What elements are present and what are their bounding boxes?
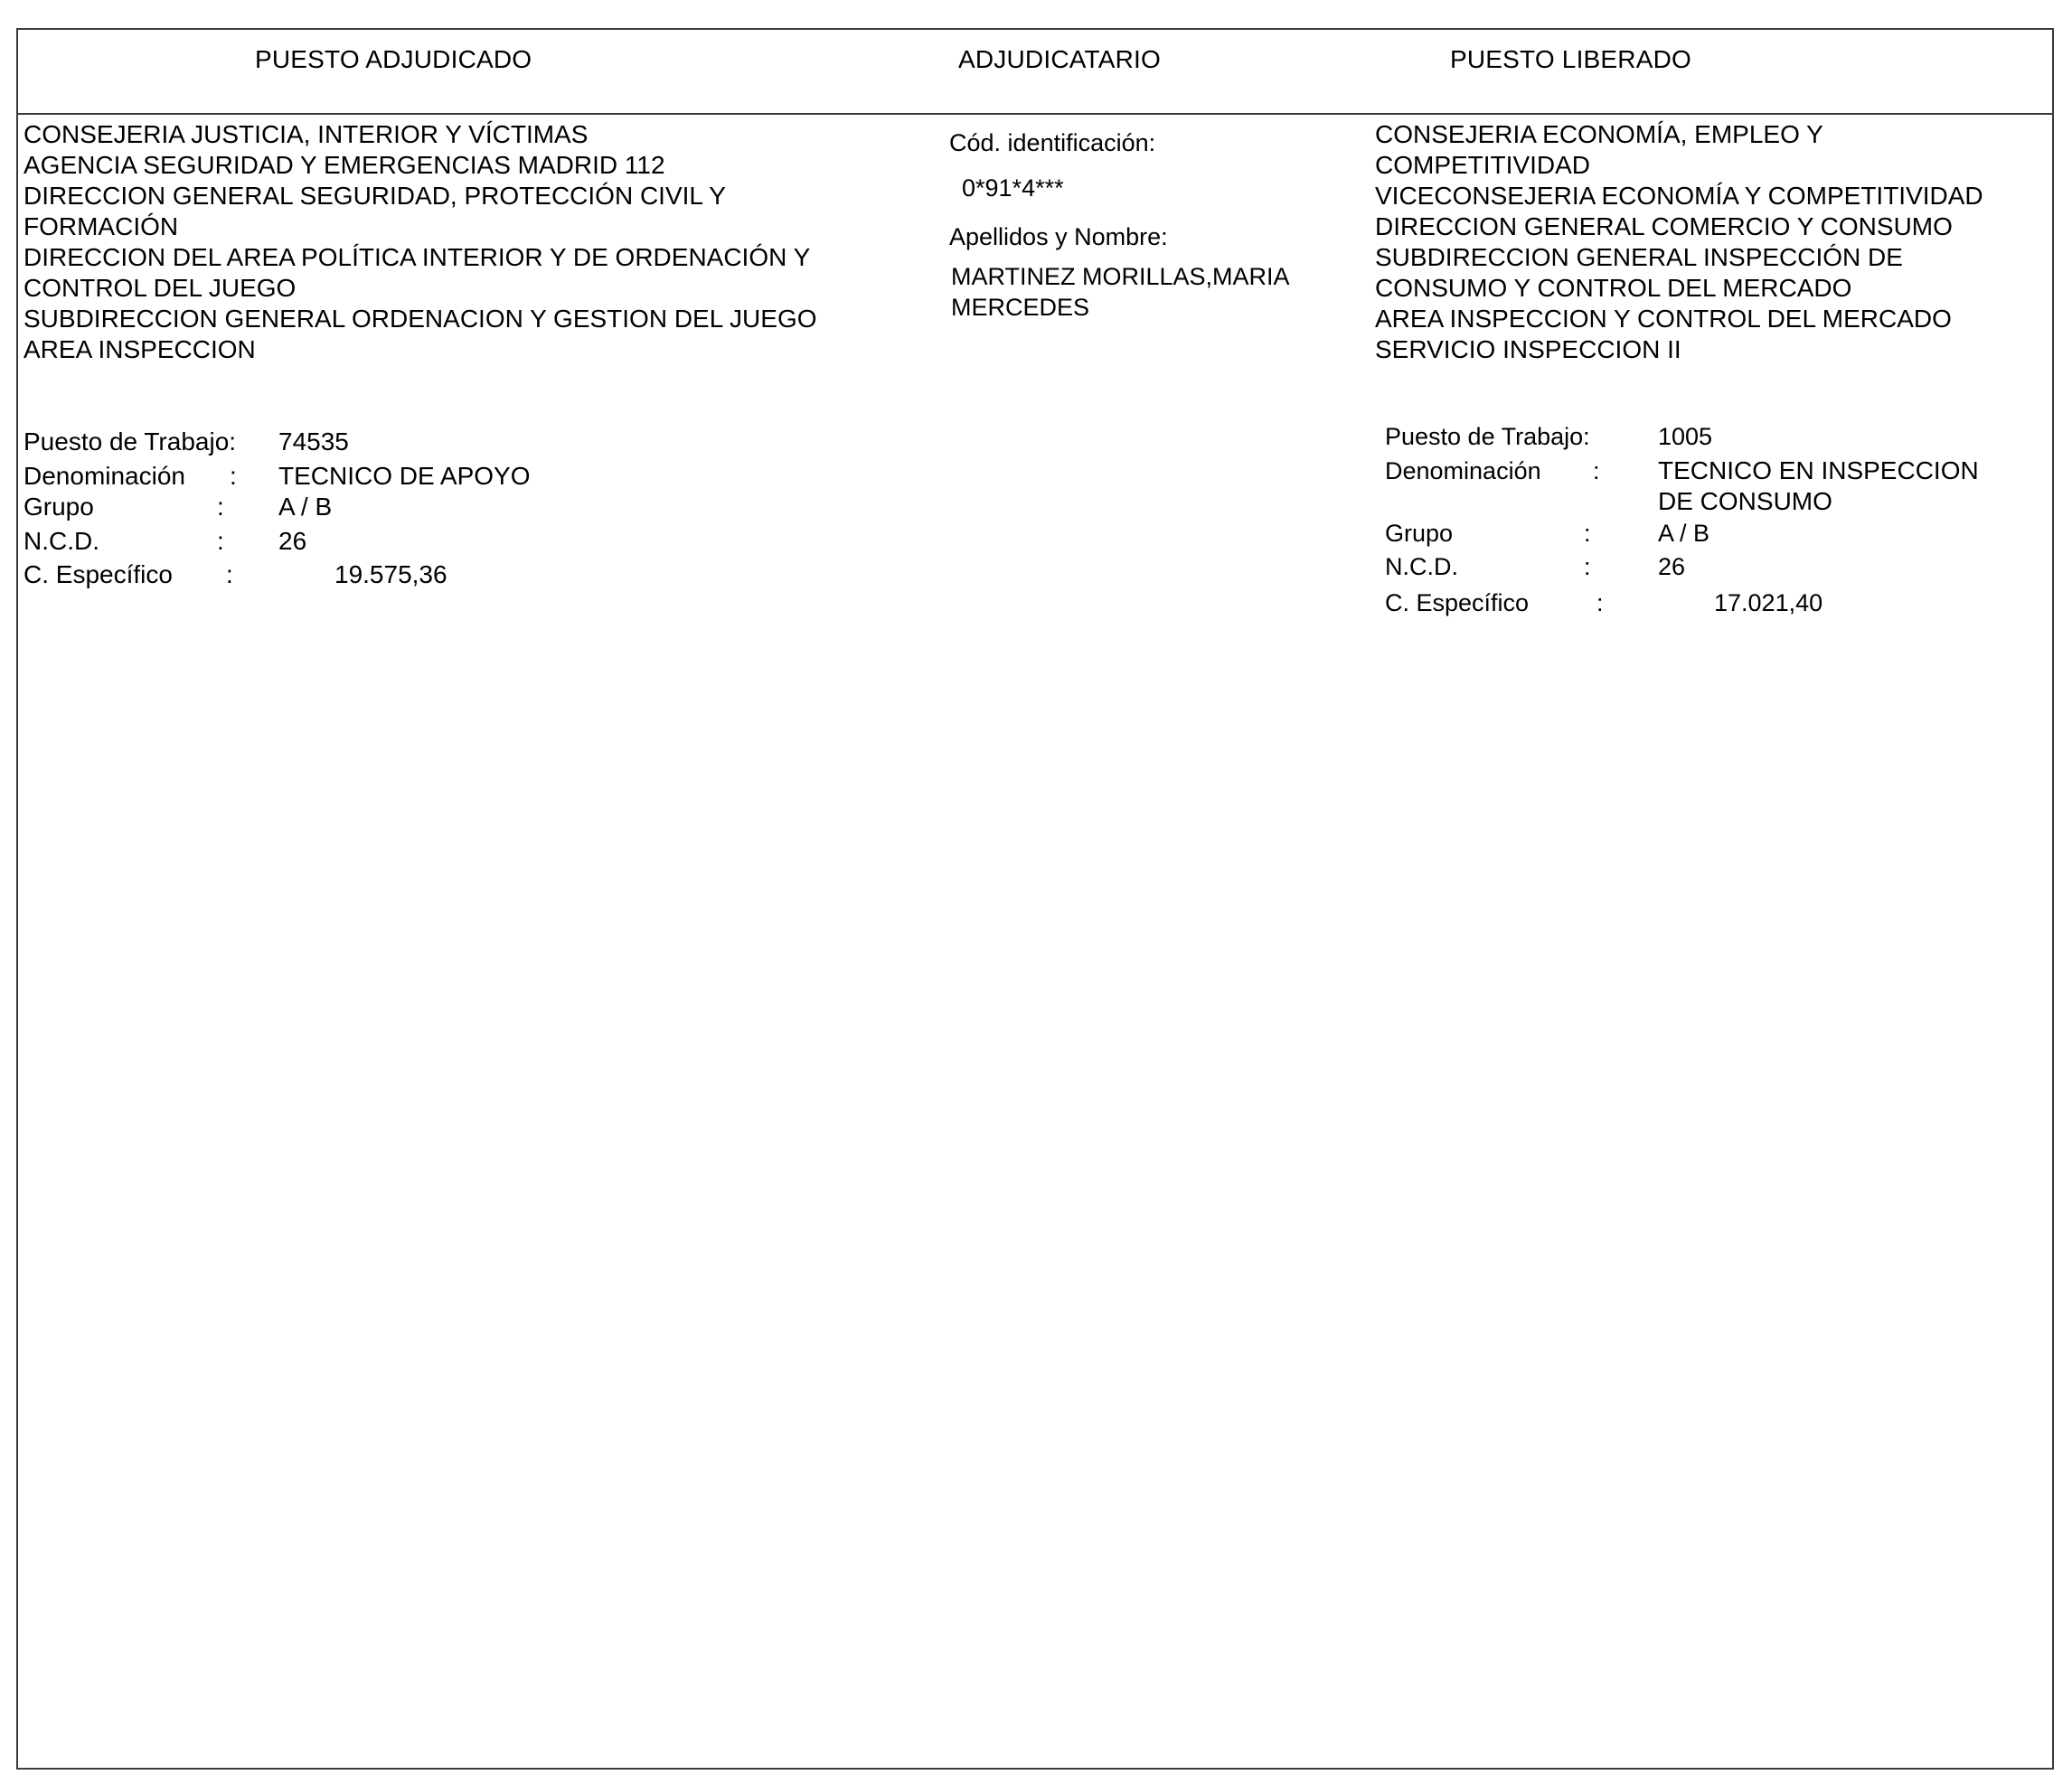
org-line: VICECONSEJERIA ECONOMÍA Y COMPETITIVIDAD [1375,182,1983,210]
org-line: DIRECCION DEL AREA POLÍTICA INTERIOR Y DE ORDENACIÓN Y [24,243,811,271]
adjudicado-ce-value: 19.575,36 [334,560,447,588]
org-line: CONSEJERIA ECONOMÍA, EMPLEO Y [1375,120,1823,148]
adjudicado-denominacion-value: TECNICO DE APOYO [278,462,531,490]
adjudicatario-cod-label: Cód. identificación: [949,129,1156,156]
adjudicado-ce-label: C. Específico [24,560,173,588]
adjudicado-grupo-value: A / B [278,493,333,521]
nombre-line: MARTINEZ MORILLAS,MARIA [951,263,1290,290]
liberado-grupo-colon: : [1584,520,1591,547]
org-line: AREA INSPECCION [24,335,256,363]
liberado-ce-colon: : [1596,589,1604,616]
liberado-puesto-label: Puesto de Trabajo: [1385,423,1590,450]
liberado-denominacion-colon: : [1593,457,1600,484]
org-line: CONSUMO Y CONTROL DEL MERCADO [1375,274,1852,302]
adjudicado-denominacion-colon: : [230,462,237,490]
org-line: AGENCIA SEGURIDAD Y EMERGENCIAS MADRID 112 [24,151,665,179]
nombre-line: MERCEDES [951,294,1090,321]
liberado-grupo-value: A / B [1658,520,1710,547]
liberado-ncd-value: 26 [1658,553,1686,580]
header-puesto-adjudicado: PUESTO ADJUDICADO [255,45,532,73]
adjudicado-ce-colon: : [226,560,233,588]
liberado-ce-label: C. Específico [1385,589,1530,616]
org-line: FORMACIÓN [24,212,179,240]
adjudicatario-nombre [951,261,1290,323]
denominacion-line: DE CONSUMO [1658,487,1832,515]
adjudicatario-cod-value: 0*91*4*** [962,174,1064,202]
header-divider [16,113,2054,115]
org-line: CONTROL DEL JUEGO [24,274,297,302]
org-line: CONSEJERIA JUSTICIA, INTERIOR Y VÍCTIMAS [24,120,589,148]
org-line: SERVICIO INSPECCION II [1375,335,1681,363]
adjudicado-ncd-colon: : [217,527,224,555]
liberado-denominacion-value [1658,455,1979,517]
org-line: SUBDIRECCION GENERAL INSPECCIÓN DE [1375,243,1903,271]
liberado-puesto-value: 1005 [1658,423,1713,450]
adjudicado-grupo-colon: : [217,493,224,521]
liberado-grupo-label: Grupo [1385,520,1454,547]
org-line: DIRECCION GENERAL COMERCIO Y CONSUMO [1375,212,1953,240]
liberado-denominacion-label: Denominación [1385,457,1541,484]
liberado-organization [1375,119,1983,365]
liberado-ce-value: 17.021,40 [1714,589,1823,616]
header-adjudicatario: ADJUDICATARIO [958,45,1162,73]
adjudicado-puesto-label: Puesto de Trabajo: [24,427,237,455]
liberado-ncd-colon: : [1584,553,1591,580]
org-line: DIRECCION GENERAL SEGURIDAD, PROTECCIÓN CIVIL Y [24,182,726,210]
adjudicado-grupo-label: Grupo [24,493,94,521]
adjudicado-ncd-value: 26 [278,527,307,555]
org-line: AREA INSPECCION Y CONTROL DEL MERCADO [1375,305,1952,333]
header-puesto-liberado: PUESTO LIBERADO [1450,45,1692,73]
adjudicado-puesto-value: 74535 [278,427,349,455]
adjudicado-denominacion-label: Denominación [24,462,185,490]
adjudicado-organization [24,119,817,365]
denominacion-line: TECNICO EN INSPECCION [1658,456,1979,484]
adjudicado-ncd-label: N.C.D. [24,527,99,555]
adjudicatario-nombre-label: Apellidos y Nombre: [949,223,1168,250]
org-line: SUBDIRECCION GENERAL ORDENACION Y GESTION DEL JUEGO [24,305,817,333]
org-line: COMPETITIVIDAD [1375,151,1591,179]
liberado-ncd-label: N.C.D. [1385,553,1458,580]
